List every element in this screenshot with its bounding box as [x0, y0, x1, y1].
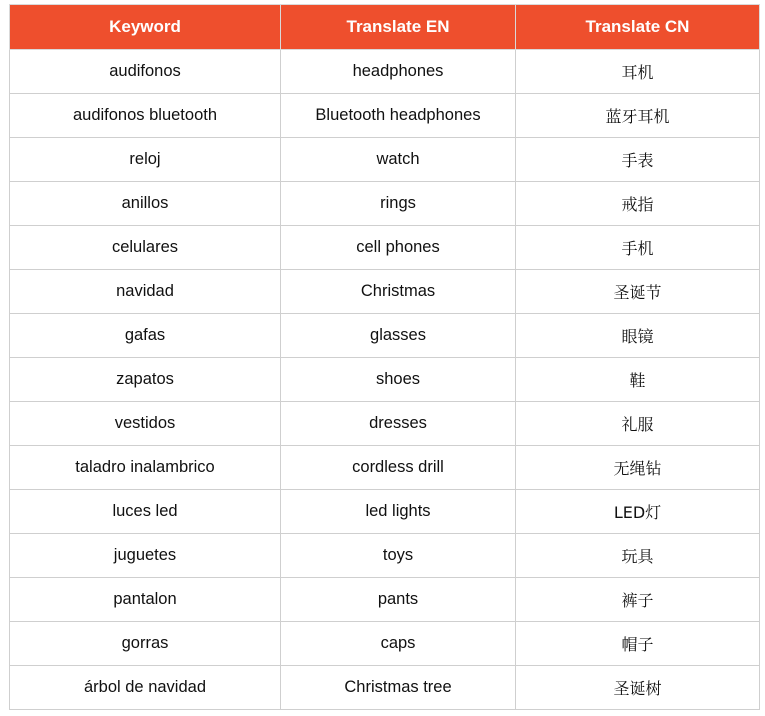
- keyword-cell: juguetes: [10, 534, 281, 578]
- keyword-cell: vestidos: [10, 402, 281, 446]
- table-row: [10, 138, 760, 182]
- table-body: [10, 50, 760, 710]
- translate-en-cell: caps: [281, 622, 516, 666]
- keyword-cell: reloj: [10, 138, 281, 182]
- table-row: [10, 94, 760, 138]
- translate-cn-cell: 鞋: [516, 358, 760, 402]
- translate-en-cell: Christmas tree: [281, 666, 516, 710]
- keyword-cell: luces led: [10, 490, 281, 534]
- keyword-cell: árbol de navidad: [10, 666, 281, 710]
- translate-cn-cell: 无绳钻: [516, 446, 760, 490]
- table-row: [10, 270, 760, 314]
- table-row: [10, 622, 760, 666]
- translate-en-cell: watch: [281, 138, 516, 182]
- keyword-cell: zapatos: [10, 358, 281, 402]
- table-row: [10, 534, 760, 578]
- translate-en-cell: Bluetooth headphones: [281, 94, 516, 138]
- keyword-cell: gafas: [10, 314, 281, 358]
- translate-cn-cell: 玩具: [516, 534, 760, 578]
- table-row: [10, 446, 760, 490]
- translate-cn-cell: 裤子: [516, 578, 760, 622]
- translate-cn-cell: 戒指: [516, 182, 760, 226]
- translate-cn-cell: 耳机: [516, 50, 760, 94]
- translate-en-cell: dresses: [281, 402, 516, 446]
- translate-en-cell: headphones: [281, 50, 516, 94]
- translate-cn-cell: 眼镜: [516, 314, 760, 358]
- table-row: [10, 578, 760, 622]
- table-row: [10, 666, 760, 710]
- keyword-cell: audifonos: [10, 50, 281, 94]
- translate-cn-cell: LED灯: [516, 490, 760, 534]
- table-row: [10, 358, 760, 402]
- translate-cn-cell: 圣诞节: [516, 270, 760, 314]
- keyword-translation-table-container: [9, 4, 759, 710]
- header-keyword: Keyword: [10, 5, 281, 50]
- translate-cn-cell: 礼服: [516, 402, 760, 446]
- keyword-translation-table: [9, 4, 760, 710]
- keyword-cell: gorras: [10, 622, 281, 666]
- keyword-cell: celulares: [10, 226, 281, 270]
- header-row: [10, 5, 760, 50]
- table-header: [10, 5, 760, 50]
- translate-en-cell: Christmas: [281, 270, 516, 314]
- translate-en-cell: shoes: [281, 358, 516, 402]
- translate-en-cell: rings: [281, 182, 516, 226]
- translate-cn-cell: 帽子: [516, 622, 760, 666]
- table-row: [10, 182, 760, 226]
- header-translate-cn: Translate CN: [516, 5, 760, 50]
- translate-en-cell: cordless drill: [281, 446, 516, 490]
- keyword-cell: navidad: [10, 270, 281, 314]
- translate-cn-cell: 手机: [516, 226, 760, 270]
- translate-en-cell: toys: [281, 534, 516, 578]
- keyword-cell: pantalon: [10, 578, 281, 622]
- table-row: [10, 402, 760, 446]
- translate-cn-cell: 手表: [516, 138, 760, 182]
- table-row: [10, 490, 760, 534]
- table-row: [10, 314, 760, 358]
- keyword-cell: taladro inalambrico: [10, 446, 281, 490]
- translate-cn-cell: 圣诞树: [516, 666, 760, 710]
- translate-en-cell: glasses: [281, 314, 516, 358]
- translate-en-cell: cell phones: [281, 226, 516, 270]
- keyword-cell: audifonos bluetooth: [10, 94, 281, 138]
- table-row: [10, 50, 760, 94]
- translate-cn-cell: 蓝牙耳机: [516, 94, 760, 138]
- keyword-cell: anillos: [10, 182, 281, 226]
- translate-en-cell: pants: [281, 578, 516, 622]
- translate-en-cell: led lights: [281, 490, 516, 534]
- table-row: [10, 226, 760, 270]
- header-translate-en: Translate EN: [281, 5, 516, 50]
